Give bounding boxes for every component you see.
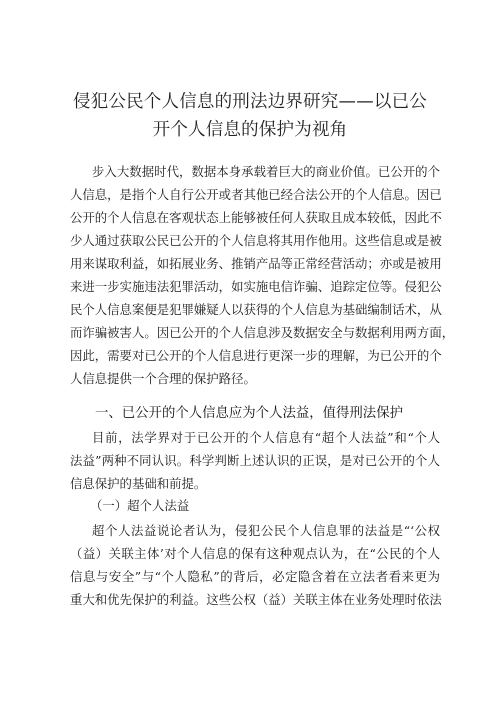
subsection-1-line: 超个人法益说论者认为，侵犯公民个人信息罪的法益是“‘公权 <box>92 523 440 538</box>
paper-title-line-1: 侵犯公民个人信息的刑法边界研究——以已公 <box>73 92 427 112</box>
subsection-1-line: （益）关联主体’对个人信息的保有这种观点认为，在“公民的个人 <box>70 546 440 561</box>
intro-line: 少人通过获取公民已公开的个人信息将其用作他用。这些信息或是被 <box>70 233 442 248</box>
intro-line: 因此，需要对已公开的个人信息进行更深一步的理解，为已公开的个 <box>70 348 442 363</box>
section-1-line: 法益”两种不同认识。科学判断上述认识的正误，是对已公开的个人 <box>70 453 440 468</box>
intro-line: 步入大数据时代，数据本身承载着巨大的商业价值。已公开的个 <box>92 164 440 179</box>
paper-title <box>50 88 450 144</box>
subsection-1-heading: （一）超个人法益 <box>90 498 190 513</box>
paper-title-line-2: 开个人信息的保护为视角 <box>152 120 348 140</box>
subsection-1-line: 信息与安全”与“个人隐私”的背后，必定隐含着在立法者看来更为 <box>70 569 440 584</box>
intro-line: 公开的个人信息在客观状态上能够被任何人获取且成本较低，因此不 <box>70 210 442 225</box>
intro-line: 用来谋取利益，如拓展业务、推销产品等正常经营活动；亦或是被用 <box>70 256 442 271</box>
section-1-line: 信息保护的基础和前提。 <box>70 476 207 491</box>
intro-line: 人信息，是指个人自行公开或者其他已经合法公开的个人信息。因已 <box>70 187 442 202</box>
intro-line: 人信息提供一个合理的保护路径。 <box>70 371 256 386</box>
subsection-1-line: 重大和优先保护的利益。这些公权（益）关联主体在业务处理时依法 <box>70 592 442 607</box>
subsection-1-paragraph <box>70 519 440 611</box>
section-1-heading: 一、已公开的个人信息应为个人法益，值得刑法保护 <box>95 406 403 421</box>
intro-line: 而诈骗被害人。因已公开的个人信息涉及数据安全与数据利用两方面， <box>70 325 455 340</box>
section-1-line: 目前，法学界对于已公开的个人信息有“超个人法益”和“个人 <box>92 430 440 445</box>
intro-paragraph <box>70 160 455 390</box>
section-1-paragraph <box>70 426 440 495</box>
intro-line: 来进一步实施违法犯罪活动，如实施电信诈骗、追踪定位等。侵犯公 <box>70 279 442 294</box>
intro-line: 民个人信息案便是犯罪嫌疑人以获得的个人信息为基础编制话术，从 <box>70 302 442 317</box>
